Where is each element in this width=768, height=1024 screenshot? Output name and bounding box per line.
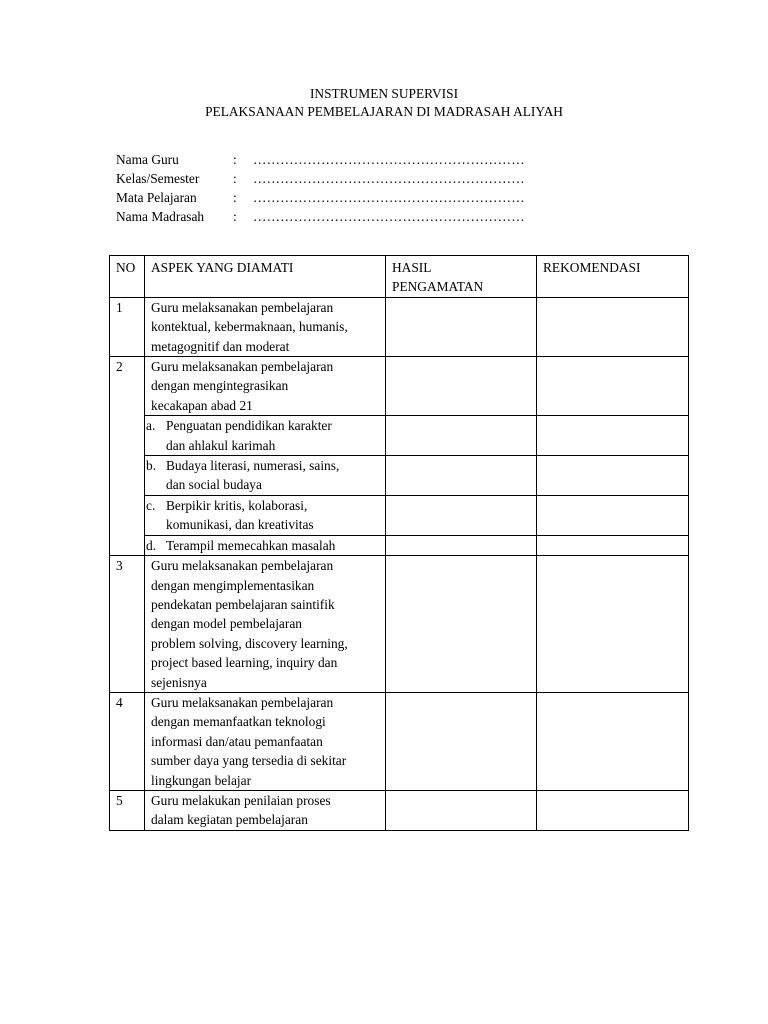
aspect-text: Guru melaksanakan pembelajaran dengan mengintegrasikan kecakapan abad 21 (145, 357, 386, 416)
identity-fill-line: …………………………………………………… (253, 152, 525, 167)
hasil-cell[interactable] (386, 416, 537, 456)
table-row (110, 692, 689, 790)
identity-label: Nama Guru (116, 152, 179, 167)
rekomendasi-cell[interactable] (537, 297, 689, 356)
table-header-row (110, 256, 689, 298)
hasil-cell[interactable] (386, 692, 537, 790)
hasil-cell[interactable] (386, 535, 537, 555)
hasil-cell[interactable] (386, 297, 537, 356)
identity-colon: : (233, 171, 237, 186)
sub-marker: a. (146, 418, 156, 434)
identity-colon: : (233, 152, 237, 167)
identity-label: Mata Pelajaran (116, 190, 197, 205)
table-row (110, 297, 689, 356)
sub-aspect: a. Penguatan pendidikan karakter dan ahlakul karimah (145, 416, 386, 456)
hasil-cell[interactable] (386, 556, 537, 693)
hasil-cell[interactable] (386, 456, 537, 496)
table-row (110, 556, 689, 693)
table-subrow (110, 495, 689, 535)
hasil-cell[interactable] (386, 357, 537, 416)
table-subrow (110, 535, 689, 555)
rekomendasi-cell[interactable] (537, 692, 689, 790)
identity-fill-line: …………………………………………………… (253, 171, 525, 186)
sub-marker: b. (146, 458, 157, 474)
supervision-table (109, 255, 689, 831)
rekomendasi-cell[interactable] (537, 556, 689, 693)
identity-label: Nama Madrasah (116, 209, 205, 224)
sub-aspect: c. Berpikir kritis, kolaborasi, komunikasi, dan kreativitas (145, 495, 386, 535)
hasil-cell[interactable] (386, 495, 537, 535)
header-hasil-pengamatan: HASIL PENGAMATAN (386, 256, 537, 298)
header-aspek: ASPEK YANG DIAMATI (145, 256, 386, 298)
row-number: 1 (110, 297, 145, 356)
table-row (110, 790, 689, 830)
rekomendasi-cell[interactable] (537, 535, 689, 555)
sub-marker: d. (146, 537, 157, 553)
row-number: 5 (110, 790, 145, 830)
hasil-cell[interactable] (386, 790, 537, 830)
identity-colon: : (233, 209, 237, 224)
table-row (110, 357, 689, 416)
aspect-text: Guru melakukan penilaian proses dalam kegiatan pembelajaran (145, 790, 386, 830)
header-rekomendasi: REKOMENDASI (537, 256, 689, 298)
aspect-text: Guru melaksanakan pembelajaran dengan mengimplementasikan pendekatan pembelajaran saintifik dengan model pembelajaran problem solving, discovery learning, project based learning, inquiry dan sejenisnya (145, 556, 386, 693)
aspect-text: Guru melaksanakan pembelajaran dengan memanfaatkan teknologi informasi dan/atau pemanfaatan sumber daya yang tersedia di sekitar lingkungan belajar (145, 692, 386, 790)
identity-fill-line: …………………………………………………… (253, 209, 525, 224)
row-number: 3 (110, 556, 145, 693)
header-no: NO (110, 256, 145, 298)
row-number: 4 (110, 692, 145, 790)
rekomendasi-cell[interactable] (537, 456, 689, 496)
identity-fill-line: …………………………………………………… (253, 190, 525, 205)
rekomendasi-cell[interactable] (537, 495, 689, 535)
rekomendasi-cell[interactable] (537, 357, 689, 416)
row-number: 2 (110, 357, 145, 556)
table-subrow (110, 456, 689, 496)
aspect-text: Guru melaksanakan pembelajaran kontektual, kebermaknaan, humanis, metagognitif dan moderat (145, 297, 386, 356)
identity-colon: : (233, 190, 237, 205)
sub-aspect: d. Terampil memecahkan masalah (145, 535, 386, 555)
rekomendasi-cell[interactable] (537, 416, 689, 456)
sub-aspect: b. Budaya literasi, numerasi, sains, dan social budaya (145, 456, 386, 496)
identity-label: Kelas/Semester (116, 171, 200, 186)
sub-marker: c. (146, 497, 156, 513)
document-title: INSTRUMEN SUPERVISI (309, 86, 459, 101)
rekomendasi-cell[interactable] (537, 790, 689, 830)
document-subtitle: PELAKSANAAN PEMBELAJARAN DI MADRASAH ALIYAH (205, 104, 563, 119)
table-subrow (110, 416, 689, 456)
